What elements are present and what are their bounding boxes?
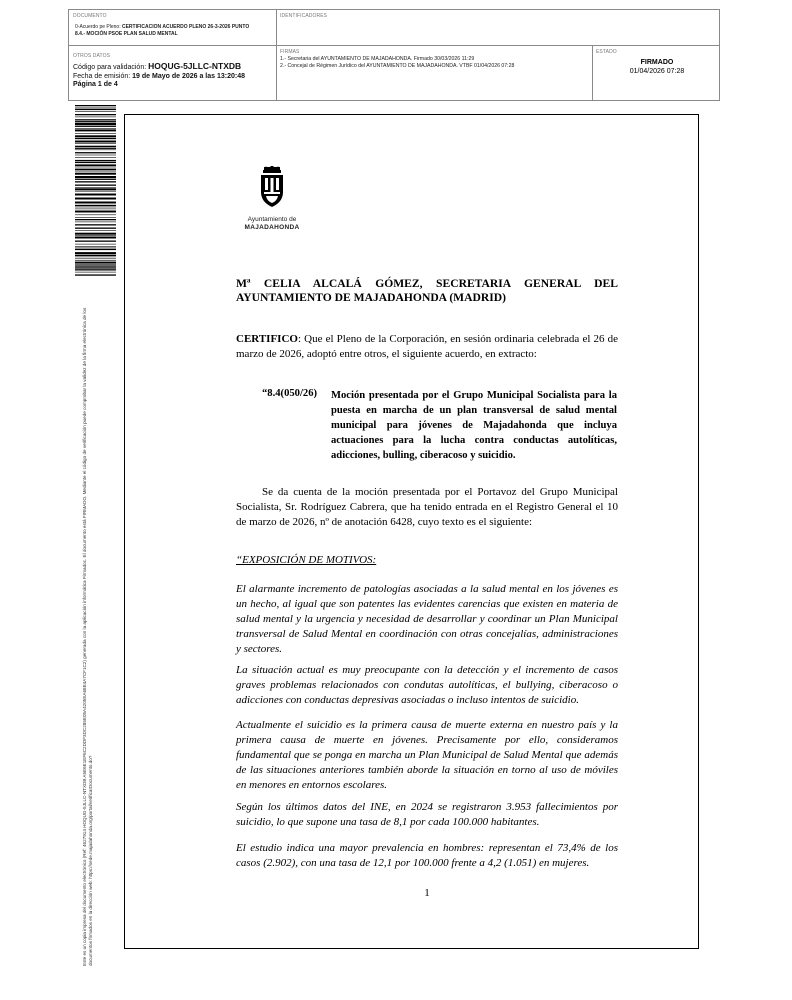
documento-cell bbox=[73, 13, 273, 37]
majadahonda-logo bbox=[240, 166, 304, 232]
estado-date: 01/04/2026 07:28 bbox=[629, 68, 685, 75]
da-cuenta-paragraph: Se da cuenta de la moción presentada por el Portavoz del Grupo Municipal Socialista, Sr. Rodríguez Cabrera, que ha tenido entrada en el Registro General el 10 de marzo de 2026, nº de anotación 6428, cuyo texto es el siguiente: bbox=[236, 486, 618, 528]
motivos-paragraph: Según los últimos datos del INE, en 2024 se registraron 3.953 fallecimientos por suicidio, lo que supone una tasa de 8,1 por cada 100.000 habitantes. bbox=[236, 801, 618, 828]
barcode-bar bbox=[75, 259, 116, 260]
validation-code: HOQUG-5JLLC-NTXDB bbox=[148, 61, 242, 71]
barcode-bar bbox=[75, 209, 116, 210]
barcode-bar bbox=[75, 155, 116, 156]
barcode-bar bbox=[75, 202, 116, 204]
barcode-bar bbox=[75, 176, 116, 178]
barcode-bar bbox=[75, 187, 116, 188]
barcode-bar bbox=[75, 105, 116, 106]
barcode-bar bbox=[75, 114, 116, 115]
otros-datos-label: OTROS DATOS bbox=[73, 53, 111, 59]
barcode-bar bbox=[75, 119, 116, 120]
barcode-bar bbox=[75, 217, 116, 218]
barcode-bar bbox=[75, 129, 116, 131]
barcode-bar bbox=[75, 265, 116, 266]
barcode-bar bbox=[75, 143, 116, 144]
barcode-bar bbox=[75, 160, 116, 161]
barcode-bar bbox=[75, 241, 116, 242]
barcode-bar bbox=[75, 188, 116, 190]
document-metadata-header bbox=[68, 9, 720, 101]
documento-subtitle: 8.4.- MOCIÓN PSOE PLAN SALUD MENTAL bbox=[75, 30, 178, 37]
barcode-bar bbox=[75, 148, 116, 149]
barcode-bar bbox=[75, 135, 116, 137]
barcode-bar bbox=[75, 173, 116, 175]
barcode-bar bbox=[75, 191, 116, 192]
barcode-bar bbox=[75, 264, 116, 265]
barcode-bar bbox=[75, 198, 116, 200]
barcode-bar bbox=[75, 168, 116, 169]
barcode-bar bbox=[75, 138, 116, 139]
barcode-bar bbox=[75, 117, 116, 118]
barcode-bar bbox=[75, 164, 116, 166]
barcode-bar bbox=[75, 205, 116, 206]
motivos-paragraph: Actualmente el suicidio es la primera causa de muerte externa en nuestro país y la primera causa de muerte en jóvenes. Precisamente por ello, consideramos fundamental que se ponga en marcha un Plan Municipal de Salud Mental que además de las situaciones anteriores también aborde la situación en torno al uso de móviles en menores en entornos escolares. bbox=[236, 719, 618, 791]
barcode-bar bbox=[75, 248, 116, 249]
barcode-bar bbox=[75, 267, 116, 268]
barcode-bar bbox=[75, 181, 116, 182]
barcode-bar bbox=[75, 133, 116, 134]
barcode-bar bbox=[75, 269, 116, 270]
barcode-bar bbox=[75, 262, 116, 264]
motivos-paragraph: El alarmante incremento de patologías asociadas a la salud mental en los jóvenes es un hecho, al igual que son patentes las evidentes carencias que existen en materia de salud mental y la urgencia y necesidad de desarrollar y coordinar un Plan Municipal transversal de Salud Mental en coordinación con otras concejalías, administraciones y sectores. bbox=[236, 583, 618, 655]
page-number: 1 bbox=[424, 887, 430, 899]
documento-title: CERTIFICACION ACUERDO PLENO 26-3-2026 PUNTO bbox=[121, 24, 250, 30]
page-count: Página 1 de 4 bbox=[73, 81, 118, 88]
barcode-bar bbox=[75, 272, 116, 273]
barcode-bar bbox=[75, 150, 116, 151]
barcode-bar bbox=[75, 222, 116, 223]
certifico-word: CERTIFICO bbox=[236, 333, 298, 345]
barcode-bar bbox=[75, 152, 116, 153]
identificadores-label: IDENTIFICADORES bbox=[280, 13, 328, 19]
barcode-bar bbox=[75, 162, 116, 163]
barcode-bar bbox=[75, 237, 116, 239]
codigo-label: Código para validación: bbox=[73, 64, 147, 71]
estado-status: FIRMADO bbox=[640, 59, 674, 66]
firmas-cell bbox=[280, 49, 590, 70]
barcode-bar bbox=[75, 194, 116, 196]
barcode-bar bbox=[75, 169, 116, 170]
logo-line2: MAJADAHONDA bbox=[244, 224, 300, 231]
motivos-paragraph: El estudio indica una mayor prevalencia en hombres: representan el 73,4% de los casos (2.902), con una tasa de 12,1 por 100.000 frente a 4,2 (1.051) en mujeres. bbox=[236, 842, 618, 869]
firma-item: 1.- Secretaria del AYUNTAMIENTO DE MAJADAHONDA. Firmado 30/03/2026 11:29 bbox=[280, 56, 475, 62]
verification-side-note: Este es un copia impresa del documento electrónico (Ref: 4627914 HOQUG-5JLLC-NTXDB A5E6E1EF6C2DDF3DC285E05A4205EA68E4A7CF1C2) generada con la aplicación informática Firmadoc. El documento está FIRMADO. Mediante el código de verificación puede comprobar la validez de la firma electrónica de los documentos firmados en la dirección web: https://sede.majadahonda.org/portal/verificarDocumento.do? bbox=[82, 307, 93, 966]
fecha-label: Fecha de emisión: bbox=[73, 72, 131, 80]
motion-title: Moción presentada por el Grupo Municipal Socialista para la puesta en marcha de un plan transversal de salud mental municipal para jóvenes de Majadahonda que incluya actuaciones para la lucha contra conductas autolíticas, adicciones, bulling, ciberacoso y suicidio. bbox=[331, 390, 617, 461]
certifico-text: : Que el Pleno de la Corporación, en sesión ordinaria celebrada el 26 de marzo de 2026, adoptó entre otros, el siguiente acuerdo, en extracto: bbox=[236, 333, 618, 360]
barcode-bar bbox=[75, 126, 116, 127]
barcode-bar bbox=[75, 246, 116, 247]
firmas-label: FIRMAS bbox=[280, 49, 300, 55]
barcode-bar bbox=[75, 255, 116, 256]
barcode-bar bbox=[75, 260, 116, 261]
logo-line1: Ayuntamiento de bbox=[247, 216, 297, 223]
certificate-title: Mª CELIA ALCALÁ GÓMEZ, SECRETARIA GENERAL DEL AYUNTAMIENTO DE MAJADAHONDA (MADRID) bbox=[236, 277, 618, 304]
barcode-bar bbox=[75, 244, 116, 245]
barcode-bar bbox=[75, 109, 116, 110]
barcode-bar bbox=[75, 146, 116, 147]
coat-of-arms-icon bbox=[257, 166, 287, 208]
barcode-bar bbox=[75, 108, 116, 109]
barcode-bar bbox=[75, 185, 116, 186]
identificadores-cell bbox=[280, 13, 327, 19]
barcode-bar bbox=[75, 128, 116, 129]
fecha-emision: 19 de Mayo de 2026 a las 13:20:48 bbox=[132, 72, 246, 80]
barcode-bar bbox=[75, 171, 116, 172]
barcode-bar bbox=[75, 215, 116, 216]
barcode-bar bbox=[75, 257, 116, 258]
documento-prefix: 0-Acuerdo pe Pleno: bbox=[75, 24, 121, 30]
otros-datos-cell bbox=[73, 53, 273, 90]
barcode-bar bbox=[75, 274, 116, 275]
barcode-bar bbox=[75, 228, 116, 229]
barcode-bar bbox=[75, 230, 116, 231]
barcode-bar bbox=[75, 123, 116, 125]
documento-label: DOCUMENTO bbox=[73, 13, 107, 19]
barcode-bar bbox=[75, 111, 116, 112]
barcode-bar bbox=[75, 179, 116, 180]
estado-label: ESTADO bbox=[596, 49, 617, 55]
estado-cell bbox=[596, 49, 718, 76]
barcode-bar bbox=[75, 235, 116, 236]
barcode-bar bbox=[75, 211, 116, 213]
verification-barcode bbox=[75, 105, 116, 277]
certifico-paragraph bbox=[236, 332, 618, 362]
motivos-paragraph: La situación actual es muy preocupante con la detección y el incremento de casos graves problemas relacionados con condutas autolíticas, el bullying, ciberacoso o adicciones con conductas depresivas asociadas o incluso intentos de suicidio. bbox=[236, 664, 618, 706]
exposicion-heading: “EXPOSICIÓN DE MOTIVOS: bbox=[236, 554, 377, 566]
barcode-bar bbox=[75, 252, 116, 254]
barcode-bar bbox=[75, 207, 116, 208]
motion-number: “8.4(050/26) bbox=[262, 388, 318, 399]
barcode-bar bbox=[75, 249, 116, 250]
barcode-bar bbox=[75, 219, 116, 220]
barcode-bar bbox=[75, 157, 116, 158]
barcode-bar bbox=[75, 224, 116, 225]
barcode-bar bbox=[75, 233, 116, 235]
barcode-bar bbox=[75, 141, 116, 143]
barcode-bar bbox=[75, 121, 116, 122]
firma-item: 2.- Concejal de Régimen Jurídico del AYUNTAMIENTO DE MAJADAHONDA. VTBF 01/04/2026 07:28 bbox=[280, 63, 515, 69]
